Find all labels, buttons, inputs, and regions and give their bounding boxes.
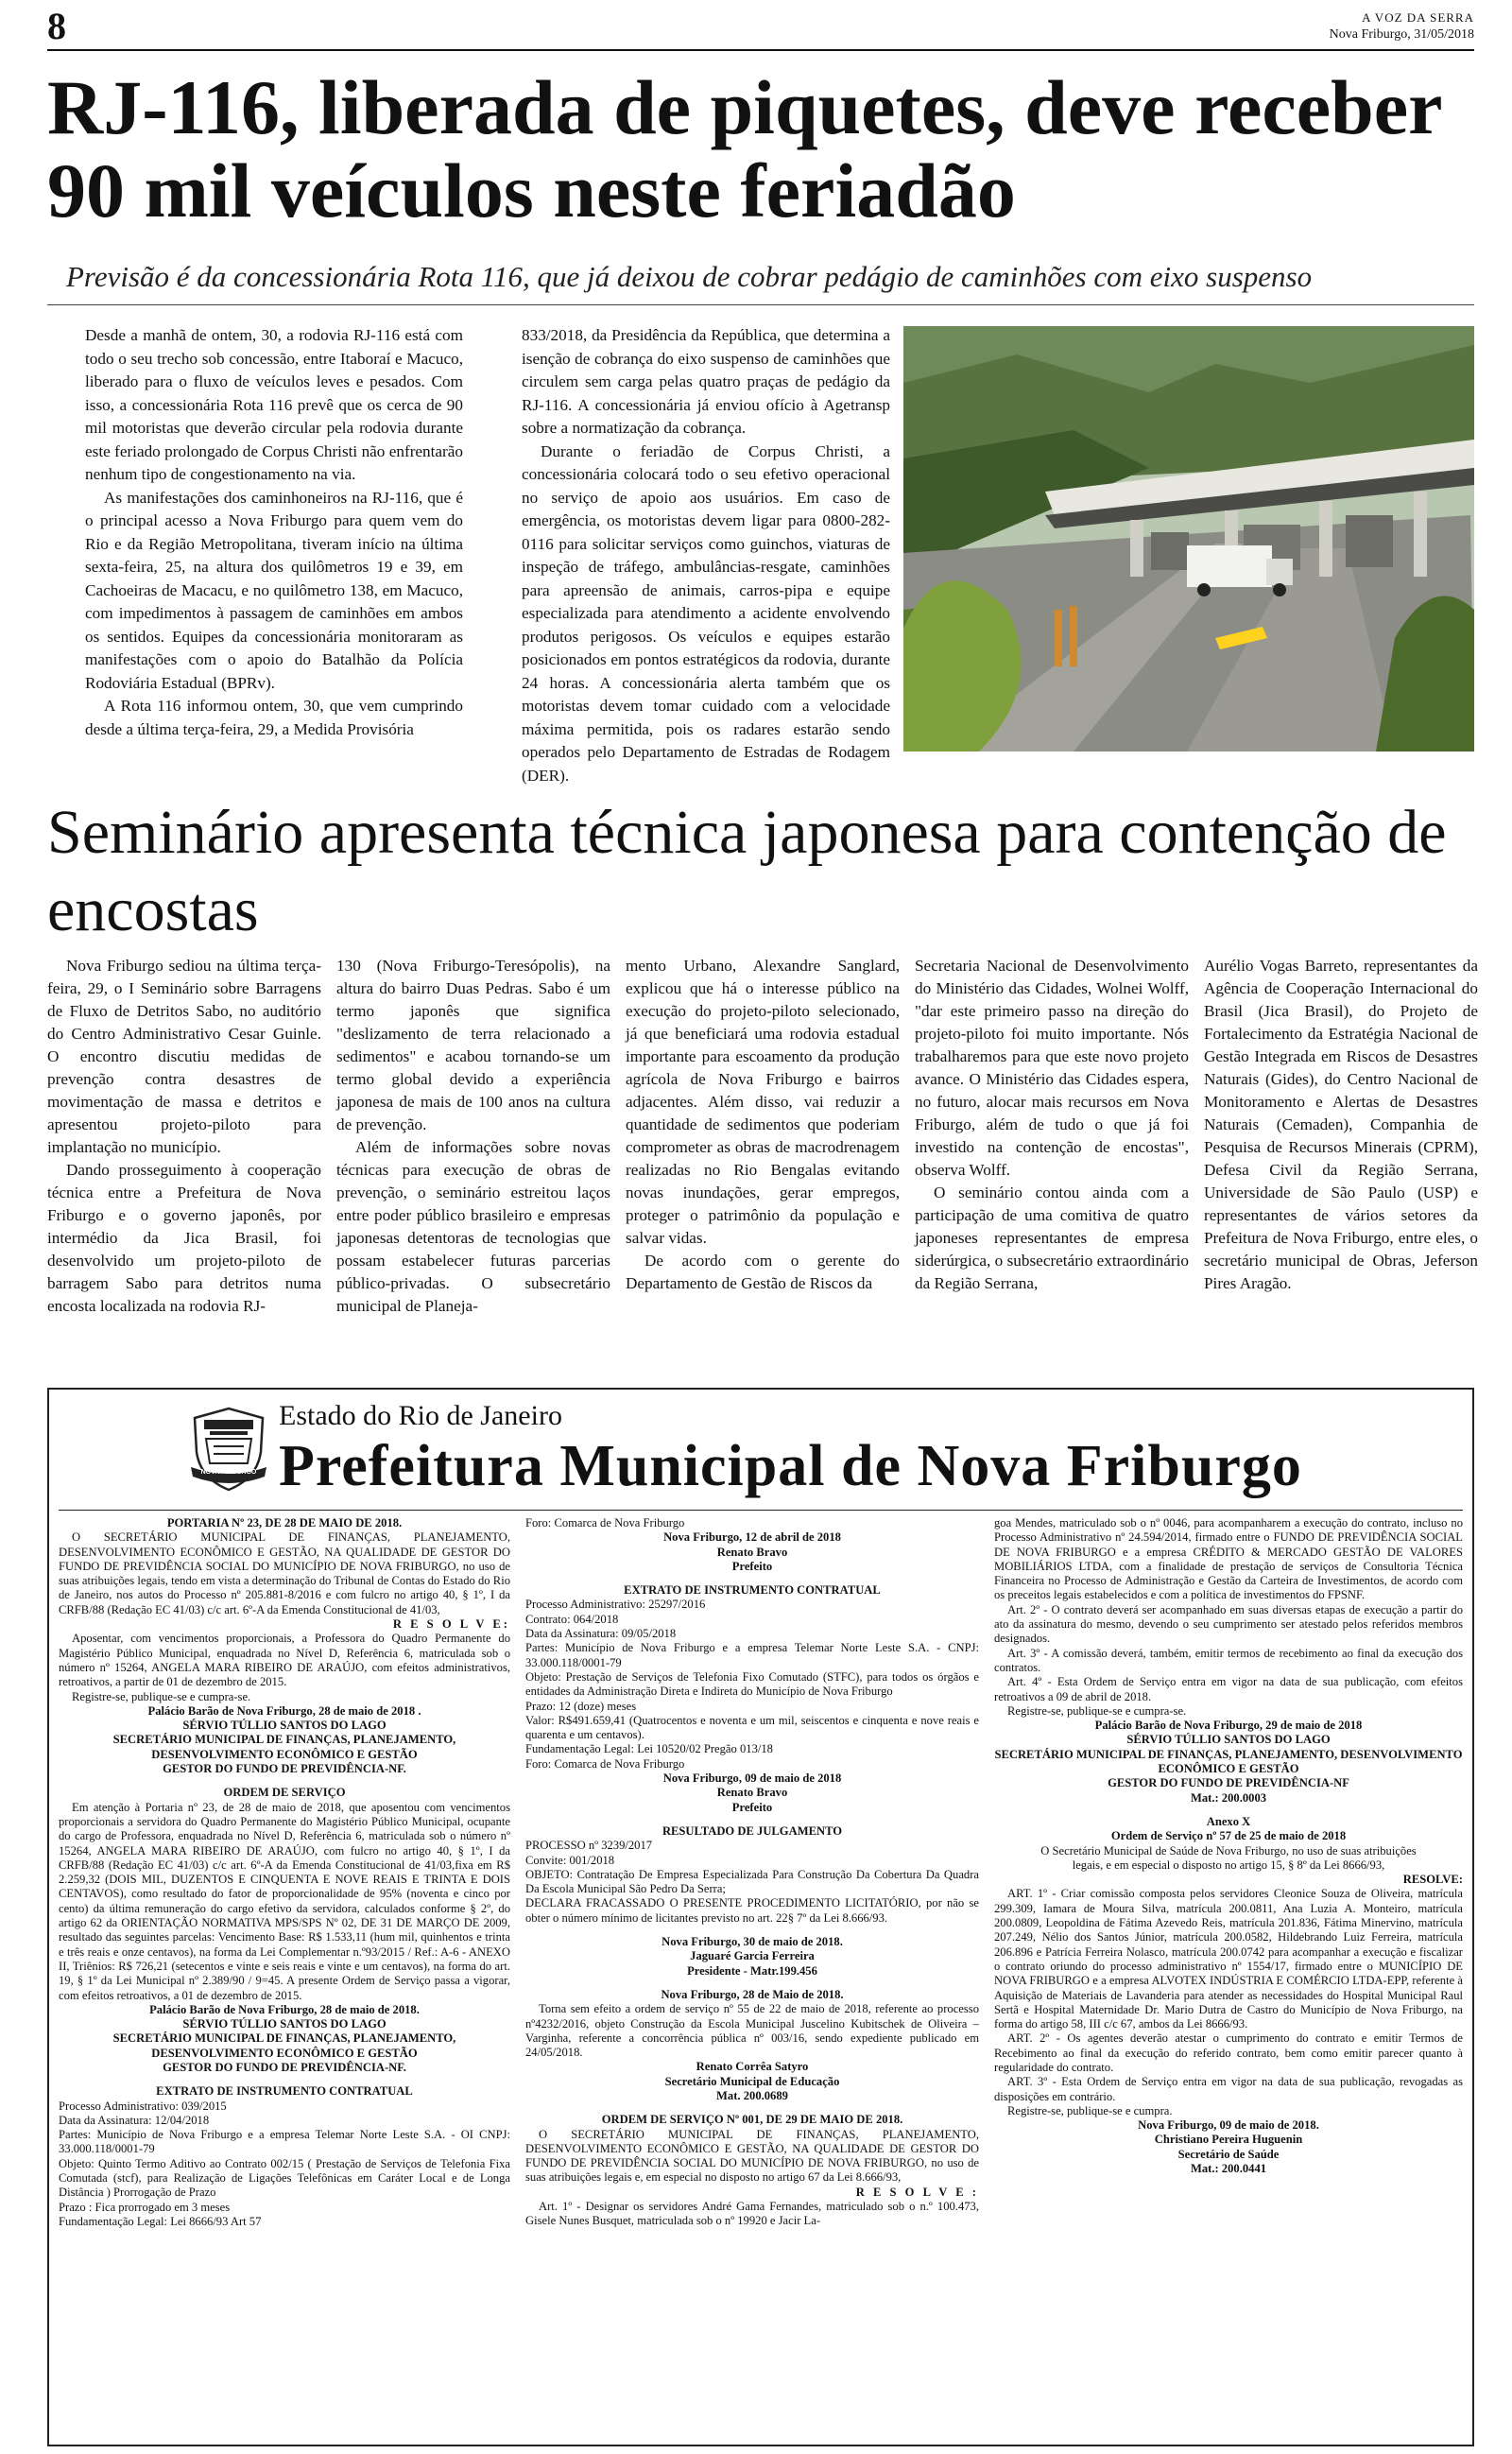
article1-headline: RJ-116, liberada de piquetes, deve receber 90 mil veículos neste feriadão — [47, 64, 1442, 233]
masthead-title: A VOZ DA SERRA — [1362, 10, 1474, 25]
signatory-mat: Mat. 200.0689 — [716, 2088, 788, 2102]
signatory-role: SECRETÁRIO MUNICIPAL DE FINANÇAS, PLANEJAMENTO, DESENVOLVIMENTO ECONÔMICO E GESTÃO — [112, 1733, 456, 1761]
ordem-servico-text: Em atenção à Portaria nº 23, de 28 de maio de 2018, que aposentou com vencimentos proporcionais a servidora do Quadro Permanente do Magistério Público Municipal, ocupante do cargo de Professora, enquadrada no Nível D, Referência 6, matriculada sob o número nº 15264, ANGELA MARA RIBEIRO DE ARAÚJO, com fulcro no artigo 40, § 1º, I da CRFB/88 (Redação EC 41/03) c/c art. 6º-A da Emenda Constitucional de 41/03,fixa em R$ 2.259,32 (DOIS MIL, DUZENTOS E CINQUENTA E NOVE REAIS E TRINTA E DOIS CENTAVOS), como resultado do fator de proporcionalidade de 95% (noventa e cinco por cento) da última remuneração do cargo efetivo da servidora, calculados conforme § 2º, do artigo 62 da ORIENTAÇÃO NORMATIVA MPS/SPS Nº 02, DE 31 DE MARÇO DE 2009, resultado das seguintes parcelas: Vencimento Base: R$ 1.533,11 (hum mil, quinhentos e trinta e três reais e onze centavos), na forma da Lei Complementar n.º93/2015 / Ref.: A-6 - ANEXO II, Triênios: R$ 726,21 (setecentos e vinte e seis reais e vinte e um centavos), na forma do art. 19, § 1º da Lei Municipal nº 2.389/90 / 9=45. A presente Ordem de Serviço passa a vigorar, com efeitos retroativos, a 01 de dezembro de 2015. — [59, 1800, 510, 2002]
extrato-title: EXTRATO DE INSTRUMENTO CONTRATUAL — [156, 2084, 413, 2099]
notice-column-2 — [525, 1516, 979, 2229]
portaria-title: PORTARIA Nº 23, DE 28 DE MAIO DE 2018. — [166, 1516, 403, 1529]
signatory-mat: Mat.: 200.0441 — [1190, 2162, 1267, 2176]
extrato-line: Partes: Município de Nova Friburgo e a empresa Telemar Norte Leste S.A. - OI CNPJ: 33.000.118/0001-79 — [59, 2128, 510, 2156]
resolve-label: R E S O L V E : — [855, 2185, 979, 2199]
signatory-role: SECRETÁRIO MUNICIPAL DE FINANÇAS, PLANEJAMENTO, DESENVOLVIMENTO ECONÔMICO E GESTÃO — [994, 1747, 1463, 1776]
extrato-line: Fundamentação Legal: Lei 10520/02 Pregão 013/18 — [525, 1742, 773, 1756]
signatory-name: Christiano Pereira Huguenin — [1154, 2133, 1303, 2147]
paragraph: Aurélio Vogas Barreto, representantes da Agência de Cooperação Internacional do Brasil (Jica Brasil), do Projeto de Fortalecimento da Estratégia Nacional de Gestão Integrada em Riscos de Desastres Naturais (Gides), do Centro Nacional de Monitoramento e Alertas de Desastres Naturais (Cemaden), Companhia de Pesquisa de Recursos Minerais (CPRM), Defesa Civil da Região Serrana, Universidade de São Paulo (USP) e representantes de vários setores da Prefeitura de Nova Friburgo, entre eles, o secretário municipal de Obras, Jeferson Pires Aragão. — [1204, 957, 1478, 1292]
paragraph: De acordo com o gerente do Departamento de Gestão de Riscos da — [626, 1252, 900, 1292]
ordem-servico-intro: O Secretário Municipal de Saúde de Nova Friburgo, no uso de suas atribuições legais, e em especial o disposto no artigo 15, § 8º da Lei 8666/93, — [1040, 1843, 1417, 1872]
extrato-line: Prazo : Fica prorrogado em 3 meses — [59, 2200, 231, 2214]
article2-column-4 — [915, 955, 1189, 1295]
paragraph: mento Urbano, Alexandre Sanglard, explicou que há o interesse público na execução do projeto-piloto selecionado, já que beneficiará uma rodovia estadual importante para escoamento da produção agrícola de Nova Friburgo e bairros adjacentes. Além disso, vai reduzir a quantidade de sedimentos que poderiam comprometer as obras de macrodrenagem realizadas no Rio Bengalas evitando novas inundações, gerar empregos, proteger o patrimônio da população e salvar vidas. — [626, 957, 900, 1247]
article-text: Art. 2º - O contrato deverá ser acompanhado em suas diversas etapas de execução a partir do ato da assinatura do mesmo, devendo o seu cumprimento ser atestado pelos referidos membros designados. — [994, 1602, 1463, 1646]
article-text: ART. 2º - Os agentes deverão atestar o cumprimento do contrato e emitir Termos de Recebimento ao final da execução do referido contrato, bem como emitir parecer quanto à regularidade do contrato. — [994, 2031, 1463, 2074]
subhead-rule — [47, 304, 1474, 305]
registre-text: Registre-se, publique-se e cumpra-se. — [72, 1689, 251, 1703]
signatory-role: GESTOR DO FUNDO DE PREVIDÊNCIA-NF. — [163, 2060, 406, 2074]
extrato-line: Data da Assinatura: 12/04/2018 — [59, 2113, 210, 2127]
state-name: Estado do Rio de Janeiro — [279, 1400, 562, 1431]
extrato-line: Foro: Comarca de Nova Friburgo — [525, 1756, 685, 1771]
portaria-preamble: O SECRETÁRIO MUNICIPAL DE FINANÇAS, PLANEJAMENTO, DESENVOLVIMENTO ECONÔMICO E GESTÃO, NA QUALIDADE DE GESTOR DO FUNDO DE PREVIDÊNCIA SOCIAL DO MUNICÍPIO DE NOVA FRIBURGO, no uso de suas atribuições legais, tendo em vista a determinação do Tribunal de Contas do Estado do Rio de Janeiro, nos autos do Processo nº 205.881-8/2016 e com fulcro no artigo 40, § 1º, I da CRFB/88 (Redação EC 41/03) c/c art. 6º-A da Emenda Constitucional de 41/03, — [59, 1530, 510, 1616]
article-text: Art. 4º - Esta Ordem de Serviço entra em vigor na data de sua publicação, com efeitos retroativos a 09 de abril de 2018. — [994, 1675, 1463, 1703]
resultado-line: OBJETO: Contratação De Empresa Especializada Para Construção Da Cobertura Da Quadra Da Escola Municipal São Pedro Da Serra; — [525, 1867, 979, 1896]
signatory-role: GESTOR DO FUNDO DE PREVIDÊNCIA-NF — [1108, 1776, 1349, 1790]
masthead — [1330, 9, 1474, 43]
article-text: Art. 3º - A comissão deverá, também, emitir termos de recebimento ao final da execução dos contratos. — [994, 1646, 1463, 1674]
issue-date: Nova Friburgo, 31/05/2018 — [1329, 27, 1474, 42]
article1-column-1 — [85, 324, 463, 741]
ordem-servico-title: ORDEM DE SERVIÇO Nº 001, DE 29 DE MAIO DE 2018. — [601, 2113, 903, 2127]
paragraph: A Rota 116 informou ontem, 30, que vem cumprindo desde a última terça-feira, 29, a Medida Provisória — [85, 697, 463, 738]
paragraph: Dando prosseguimento à cooperação técnica entre a Prefeitura de Nova Friburgo e o governo japonês, por intermédio da Jica Brasil, foi desenvolvido um projeto-piloto de barragem Sabo para detritos numa encosta localizada na rodovia RJ- — [47, 1161, 321, 1315]
city-crest-icon — [185, 1405, 272, 1497]
signatory-mat: Mat.: 200.0003 — [1190, 1790, 1267, 1805]
signatory-name: Renato Bravo — [716, 1786, 788, 1800]
article2-column-2 — [336, 955, 610, 1318]
signatory-role: Secretário de Saúde — [1177, 2147, 1280, 2161]
article-text: ART. 3º - Esta Ordem de Serviço entra em vigor na data de sua publicação, revogadas as disposições em contrário. — [994, 2075, 1463, 2103]
signatory-name: SÉRVIO TÚLLIO SANTOS DO LAGO — [182, 1719, 387, 1733]
crest-label: NOVA FRIBURGO — [200, 1469, 257, 1476]
notice-column-1 — [59, 1516, 510, 2229]
extrato-line: Objeto: Prestação de Serviços de Telefonia Fixo Comutado (STFC), para todos os órgãos e entidades da Administração Direta e Indireta do Município de Nova Friburgo — [525, 1669, 979, 1699]
extrato-line: Processo Administrativo: 25297/2016 — [525, 1598, 706, 1612]
signatory-name: Renato Bravo — [716, 1545, 788, 1559]
extrato-line: Data da Assinatura: 09/05/2018 — [525, 1627, 677, 1641]
article1-column-2 — [522, 324, 890, 787]
paragraph: Desde a manhã de ontem, 30, a rodovia RJ-116 está com todo o seu trecho sob concessão, entre Itaboraí e Macuco, liberado para o fluxo de veículos leves e pesados. Com isso, a concessionária Rota 116 prevê que os cerca de 90 mil motoristas que deverão circular pela rodovia durante este feriado prolongado de Corpus Christi não enfrentarão nenhum tipo de congestionamento na via. — [85, 326, 463, 483]
paragraph: Nova Friburgo sediou na última terça-feira, 29, o I Seminário sobre Barragens de Fluxo de Detritos Sabo, no auditório do Centro Administrativo Cesar Guinle. O encontro discutiu medidas de prevenção contra desastres de movimentação de massa e detritos e apresentou projeto-piloto para implantação no município. — [47, 957, 321, 1156]
page-number: 8 — [47, 5, 66, 47]
ordem-servico-title: ORDEM DE SERVIÇO — [223, 1786, 346, 1800]
extrato-line: Objeto: Quinto Termo Aditivo ao Contrato 002/15 ( Prestação de Serviços de Telefonia Fixa Comutada (stcf), para Realização de Ligações Telefônicas em Caráter Local e de Longa Distância ) Prorrogação de Prazo — [59, 2156, 510, 2200]
header-rule — [47, 49, 1474, 51]
signatory-name: SÉRVIO TÚLLIO SANTOS DO LAGO — [1126, 1733, 1331, 1747]
article-text: ART. 1º - Criar comissão composta pelos servidores Cleonice Souza de Oliveira, matrícula 299.309, Iamara de Moura Silva, matrícula 200.0811, Ana Luzia A. Monteiro, matrícula 200.0809, Leopoldina de Fátima Azevedo Reis, matrícula 201.836, Fátima Minervino, matrícula 207.249, Nélio dos Santos Júnior, matrícula 200.0582, Hildebrando Luiz Ferreira, matrícula 206.896 e Patrícia Ferreira Nolasco, matrícula 200.0742 para acompanhar a execução e fiscalizar o contrato oriundo do processo administrativo nº 1554/17, firmado entre o MUNICÍPIO DE NOVA FRIBURGO e a empresa ALVOTEX INDÚSTRIA E COMÉRCIO LTDA-EPP, referente à Aquisição de Materiais de Lavanderia para atender as necessidades do Hospital Municipal Raul Sertã e Hospital Maternidade Dr. Mario Dutra de Castro do Município de Nova Friburgo, na forma do artigo 58, III c/c 67, ambos da Lei 8666/93. — [994, 1887, 1463, 2031]
palacio-date: Palácio Barão de Nova Friburgo, 29 de maio de 2018 — [1094, 1719, 1363, 1733]
notice-column-3 — [994, 1516, 1463, 2176]
toll-plaza-photo — [903, 326, 1474, 752]
extrato-line: Contrato: 064/2018 — [525, 1612, 619, 1626]
extrato-line: Partes: Município de Nova Friburgo e a empresa Telemar Norte Leste S.A. - CNPJ: 33.000.118/0001-79 — [525, 1641, 979, 1669]
extrato-line: Prazo: 12 (doze) meses — [525, 1699, 637, 1713]
article2-column-1 — [47, 955, 321, 1318]
article2-column-5 — [1204, 955, 1478, 1295]
resolve-label: RESOLVE: — [1402, 1873, 1463, 1887]
portaria-text: Aposentar, com vencimentos proporcionais, a Professora do Quadro Permanente do Magistério Público Municipal, enquadrada no Nível D, Referência 6, matriculada sob o número nº 15264, ANGELA MARA RIBEIRO DE ARAÚJO, com efeitos administrativos, retroativos, a partir de 01 de dezembro de 2015. — [59, 1632, 510, 1689]
signatory-name: Jaguaré Garcia Ferreira — [690, 1949, 815, 1963]
paragraph: 130 (Nova Friburgo-Teresópolis), na altura do bairro Duas Pedras. Sabo é um termo japonês que significa "deslizamento de terra relacionado a sedimentos" e acabou tornando-se um termo global devido a experiência japonesa de mais de 100 anos na cultura de prevenção. — [336, 957, 610, 1133]
paragraph: As manifestações dos caminhoneiros na RJ-116, que é o principal acesso a Nova Friburgo para quem vem do Rio e da Região Metropolitana, tiveram início na última sexta-feira, 25, na altura dos quilômetros 19 e 39, em Cachoeiras de Macacu, e no quilômetro 138, em Macuco, com impedimentos à passagem de caminhões em ambos os sentidos. Equipes da concessionária monitoraram as manifestações com o apoio do Batalhão da Polícia Rodoviária Estadual (BPRv). — [85, 488, 463, 692]
notice-date: Nova Friburgo, 28 de Maio de 2018. — [661, 1987, 844, 2001]
signatory-role: Presidente - Matr.199.456 — [687, 1963, 817, 1978]
extrato-line: Processo Administrativo: 039/2015 — [59, 2099, 227, 2113]
paragraph: 833/2018, da Presidência da República, que determina a isenção de cobrança do eixo suspenso de caminhões que circulem sem carga pelas quatro praças de pedágio da RJ-116. A concessionária já enviou ofício à Agetransp sobre a normatização da cobrança. — [522, 326, 890, 437]
continuation-text: goa Mendes, matriculado sob o nº 0046, para acompanharem a execução do contrato, incluso no Processo Administrativo nº 24.594/2014, firmado entre o FUNDO DE PREVIDÊNCIA SOCIAL DE NOVA FRIBURGO e a empresa CRÉDITO & MERCADO GESTÃO DE VALORES MOBILIÁRIOS LTDA, com a finalidade de prestação de serviços de Consultoria Técnica Financeira no Processo de Administração e Gestão da Carteira de Investimentos, de acordo com os preceitos legais estabelecidos e com a política de investimentos do FPSNF. — [994, 1516, 1463, 1602]
resultado-line: PROCESSO nº 3239/2017 — [525, 1839, 653, 1853]
resultado-title: RESULTADO DE JULGAMENTO — [662, 1823, 843, 1838]
paragraph: Secretaria Nacional de Desenvolvimento do Ministério das Cidades, Wolnei Wolff, "dar este primeiro passo na direção do projeto-piloto foi muito importante. Nós trabalharemos para que este novo projeto avance. O Ministério das Cidades espera, no futuro, alocar mais recursos em Nova Friburgo, além de tudo o que já foi investido na contenção de encostas", observa Wolff. — [915, 957, 1189, 1179]
signatory-role: Prefeito — [731, 1800, 773, 1814]
signatory-role: Secretário Municipal de Educação — [664, 2074, 840, 2088]
registre-text: Registre-se, publique-se e cumpra-se. — [1007, 1703, 1187, 1718]
signatory-role: Prefeito — [731, 1559, 773, 1573]
notice-rule — [59, 1510, 1463, 1511]
toll-plaza-image — [903, 326, 1474, 752]
signatory-name: Renato Corrêa Satyro — [696, 2060, 809, 2074]
extrato-title: EXTRATO DE INSTRUMENTO CONTRATUAL — [624, 1583, 881, 1598]
ordem-servico-title: Ordem de Serviço nº 57 de 25 de maio de 2018 — [1110, 1829, 1347, 1843]
extrato-line: Valor: R$491.659,41 (Quatrocentos e noventa e um mil, seiscentos e cinquenta e nove reais e quarenta e um centavos). — [525, 1713, 979, 1742]
foro-line: Foro: Comarca de Nova Friburgo — [525, 1516, 685, 1529]
torna-text: Torna sem efeito a ordem de serviço nº 55 de 22 de maio de 2018, referente ao processo nº4232/2016, objeto Construção da Escola Municipal Juscelino Kubitschek de Oliveira – Varginha, referente a concorrência pública nº 003/16, sendo expediente publicado em 24/05/2018. — [525, 2002, 979, 2060]
anexo-label: Anexo X — [1206, 1814, 1251, 1828]
notice-date: Nova Friburgo, 12 de abril de 2018 — [663, 1530, 841, 1545]
resultado-line: Convite: 001/2018 — [525, 1853, 615, 1867]
notice-date: Nova Friburgo, 30 de maio de 2018. — [662, 1935, 843, 1949]
paragraph: O seminário contou ainda com a participação de uma comitiva de quatro japoneses representantes de empresa siderúrgica, o subsecretário extraordinário da Região Serrana, — [915, 1184, 1189, 1292]
ordem-servico-text: O SECRETÁRIO MUNICIPAL DE FINANÇAS, PLANEJAMENTO, DESENVOLVIMENTO ECONÔMICO E GESTÃO, NA QUALIDADE DE GESTOR DO FUNDO DE PREVIDÊNCIA SOCIAL DO MUNICÍPIO DE NOVA FRIBURGO, no uso de suas atribuições legais e, em especial no disposto no artigo 67 da Lei 8.666/93, — [525, 2127, 979, 2185]
signatory-role: SECRETÁRIO MUNICIPAL DE FINANÇAS, PLANEJAMENTO, DESENVOLVIMENTO ECONÔMICO E GESTÃO — [112, 2031, 456, 2060]
signatory-role: GESTOR DO FUNDO DE PREVIDÊNCIA-NF. — [163, 1762, 406, 1776]
resultado-line: DECLARA FRACASSADO O PRESENTE PROCEDIMENTO LICITATÓRIO, por não se obter o número mínimo de licitantes previsto no art. 22§ 7º da Lei 8.666/93. — [525, 1896, 979, 1925]
signatory-name: SÉRVIO TÚLLIO SANTOS DO LAGO — [182, 2017, 387, 2031]
notice-date: Nova Friburgo, 09 de maio de 2018. — [1138, 2118, 1319, 2133]
article2-headline: Seminário apresenta técnica japonesa para contenção de encostas — [47, 798, 1447, 944]
palacio-date: Palácio Barão de Nova Friburgo, 28 de maio de 2018. — [149, 2002, 420, 2016]
resolve-label: R E S O L V E: — [392, 1617, 510, 1632]
prefeitura-title: Prefeitura Municipal de Nova Friburgo — [279, 1434, 1302, 1498]
article-text: Art. 1º - Designar os servidores André Gama Fernandes, matriculado sob o n.º 100.473, Gisele Nunes Busquet, matriculada sob o nº 19920 e Jacir La- — [525, 2200, 979, 2228]
extrato-line: Fundamentação Legal: Lei 8666/93 Art 57 — [59, 2214, 262, 2228]
paragraph: Durante o feriadão de Corpus Christi, a concessionária colocará todo o seu efetivo operacional no serviço de apoio aos usuários. Em caso de emergência, os motoristas devem ligar para 0800-282-0116 para solicitar serviços como guinchos, viaturas de inspeção de tráfego, ambulâncias-resgate, caminhões para apreensão de animais, carros-pipa e equipe especializada para atendimento a acidente envolvendo produtos perigosos. Os veículos e equipes estarão posicionados em pontos estratégicos da rodovia, durante 24 horas. A concessionária alerta também que os motoristas devem tomar cuidado com a velocidade máxima permitida, pois os radares estarão sendo operados pelo Departamento de Estradas de Rodagem (DER). — [522, 441, 890, 785]
paragraph: Além de informações sobre novas técnicas para execução de obras de prevenção, o seminário estreitou laços entre poder público brasileiro e empresas japonesas detentoras de tecnologias que possam estabelecer futuras parcerias público-privadas. O subsecretário municipal de Planeja- — [336, 1138, 610, 1315]
notice-date: Nova Friburgo, 09 de maio de 2018 — [662, 1771, 842, 1786]
palacio-date: Palácio Barão de Nova Friburgo, 28 de maio de 2018 . — [147, 1703, 421, 1718]
registre-text: Registre-se, publique-se e cumpra. — [1007, 2103, 1173, 2117]
article1-subhead: Previsão é da concessionária Rota 116, que já deixou de cobrar pedágio de caminhões com eixo suspenso — [66, 260, 1313, 293]
article2-column-3 — [626, 955, 900, 1295]
